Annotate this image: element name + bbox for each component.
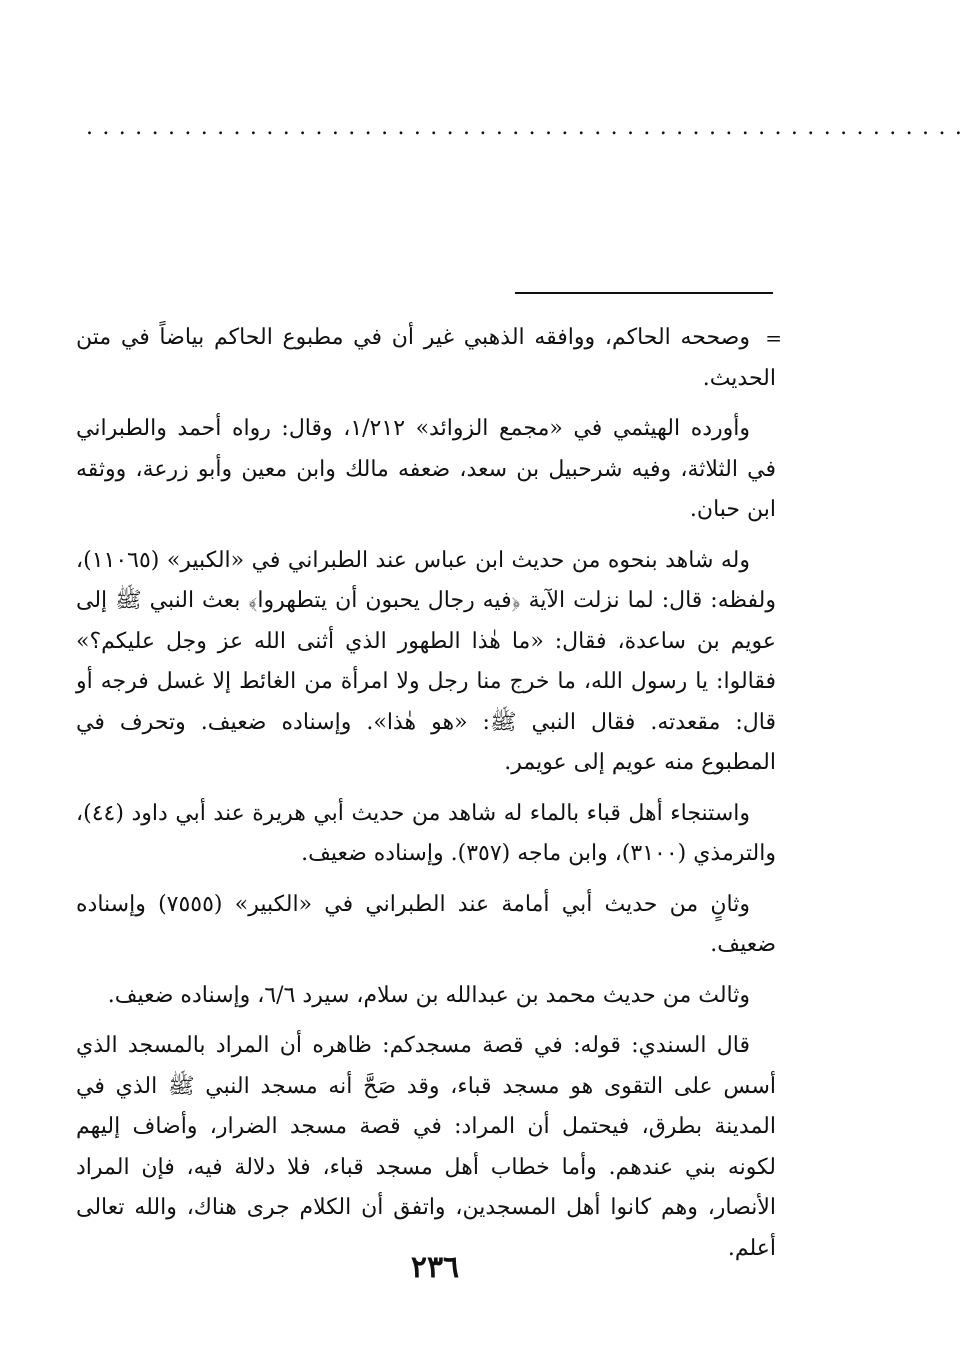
footnote-rule bbox=[515, 292, 773, 294]
footnote-paragraph-7: قال السندي: قوله: في قصة مسجدكم: ظاهره أن المراد بالمسجد الذي أسس على التقوى هو مسجد قباء، وقد صَحَّ أنه مسجد النبي ﷺ الذي في المدينة بطرق، فيحتمل أن المراد: في قصة مسجد الضرار، وأضاف إليهم لكونه بني عندهم. وأما خطاب أهل مسجد قباء، فلا دلالة فيه، فإن المراد الأنصار، وهم كانوا أهل المسجدين، واتفق أن الكلام جرى هناك، والله تعالى أعلم. bbox=[76, 1033, 776, 1261]
footnote-text-1: وصححه الحاكم، ووافقه الذهبي غير أن في مطبوع الحاكم بياضاً في متن الحديث. bbox=[76, 325, 776, 391]
footnote-paragraph-4: واستنجاء أهل قباء بالماء له شاهد من حديث أبي هريرة عند أبي داود (٤٤)، والترمذي (٣١٠٠)، وابن ماجه (٣٥٧). وإسناده ضعيف. bbox=[76, 800, 776, 866]
page-number: ٢٣٦ bbox=[410, 1250, 460, 1285]
footnote-paragraph-2: وأورده الهيثمي في «مجمع الزوائد» ١/٢١٢، وقال: رواه أحمد والطبراني في الثلاثة، وفيه شرحبيل بن سعد، ضعفه مالك وابن معين وأبو زرعة، ووثقه ابن حبان. bbox=[76, 416, 776, 522]
footnote-paragraph-1 bbox=[76, 318, 782, 399]
footnotes-block bbox=[76, 318, 782, 1279]
footnote-paragraph-3: وله شاهد بنحوه من حديث ابن عباس عند الطبراني في «الكبير» (١١٠٦٥)، ولفظه: قال: لما نزلت الآية ﴿فيه رجال يحبون أن يتطهروا﴾ بعث النبي ﷺ إلى عويم بن ساعدة، فقال: «ما هٰذا الطهور الذي أثنى الله عز وجل عليكم؟» فقالوا: يا رسول الله، ما خرج منا رجل ولا امرأة من الغائط إلا غسل فرجه أو قال: مقعدته. فقال النبي ﷺ: «هو هٰذا». وإسناده ضعيف. وتحرف في المطبوع منه عويم إلى عويمر. bbox=[76, 547, 776, 775]
continuation-mark: = bbox=[765, 326, 782, 350]
dotted-separator: ...................................................... bbox=[86, 115, 971, 140]
footnote-paragraph-6: وثالث من حديث محمد بن عبدالله بن سلام، سيرد ٦/٦، وإسناده ضعيف. bbox=[107, 982, 750, 1008]
footnote-paragraph-5: وثانٍ من حديث أبي أمامة عند الطبراني في «الكبير» (٧٥٥٥) وإسناده ضعيف. bbox=[76, 891, 776, 957]
